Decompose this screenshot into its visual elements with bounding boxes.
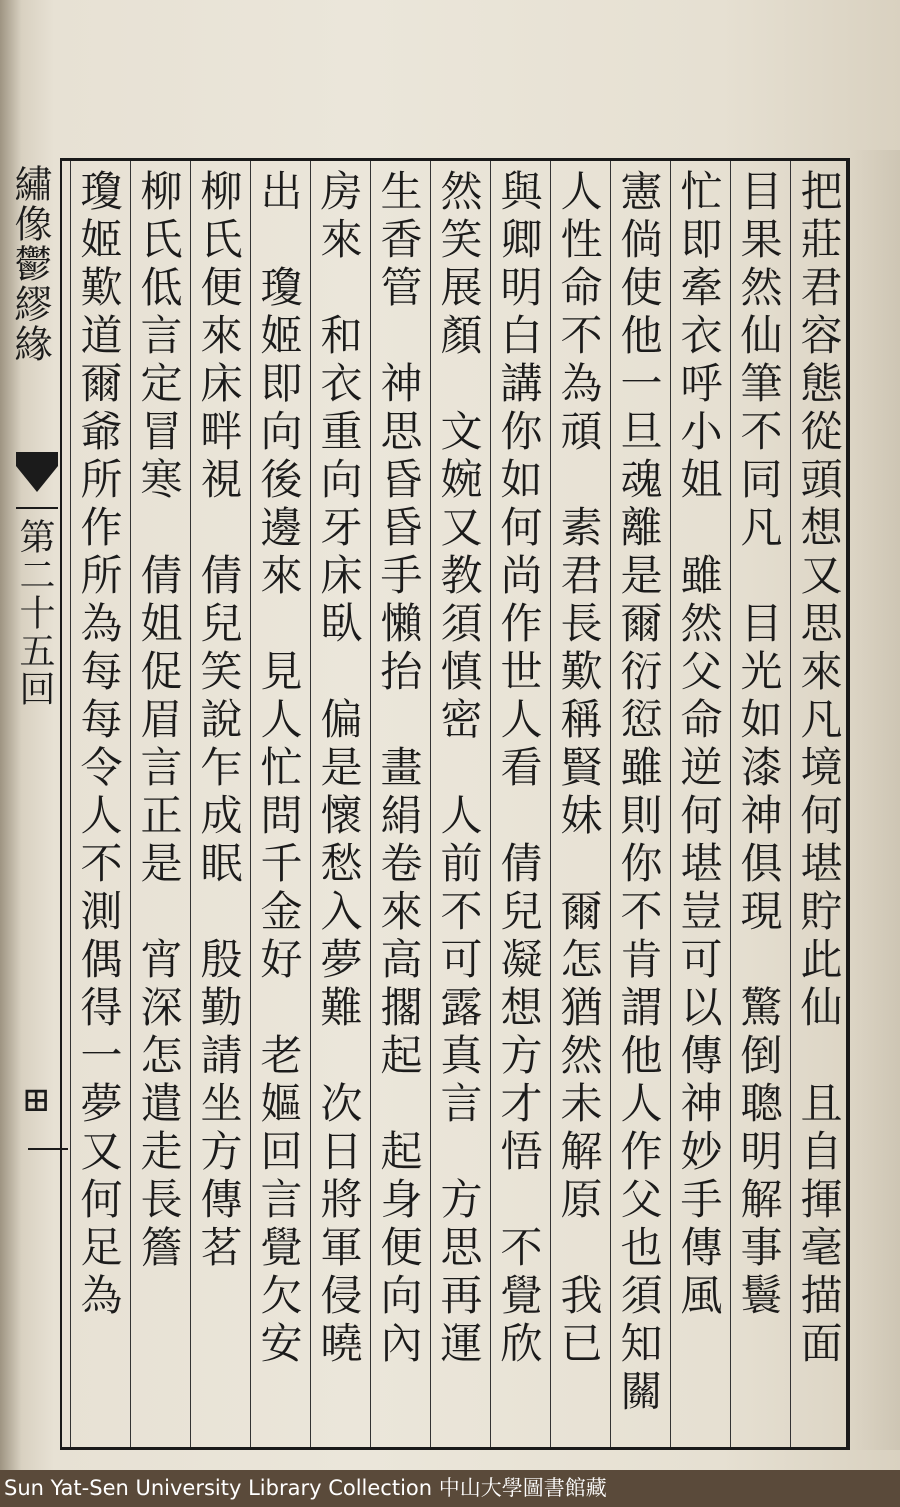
- collection-caption: Sun Yat-Sen University Library Collection 中山大學圖書館藏: [0, 1470, 900, 1507]
- text-column-8: 生香管 神思昏昏手懶抬 畫絹卷來高擱起 起身便向內: [370, 161, 426, 1447]
- text-column-9: 房來 和衣重向牙床臥 偏是懷愁入夢難 次日將軍侵曉: [310, 161, 366, 1447]
- page-marker-glyph: ⊞: [22, 1080, 51, 1120]
- page-margin: [8, 158, 60, 1450]
- text-column-7: 然笑展顏 文婉又教須慎密 人前不可露真言 方思再運: [430, 161, 486, 1447]
- text-column-2: 目果然仙筆不同凡 目光如漆神俱現 驚倒聰明解事鬟: [730, 161, 786, 1447]
- text-column-13: 瓊姬歎道爾爺所作所為每每令人不測偶得一夢又何足為: [70, 161, 126, 1447]
- text-column-3: 忙即牽衣呼小姐 雖然父命逆何堪豈可以傳神妙手傳風: [670, 161, 726, 1447]
- text-column-4: 憲倘使他一旦魂離是爾衍愆雖則你不肯謂他人作父也須知關: [610, 161, 666, 1447]
- page-bleed-shadow: [850, 150, 900, 1450]
- book-title: 繡像鬱繆緣: [8, 164, 52, 364]
- text-frame: [60, 158, 850, 1450]
- text-column-12: 柳氏低言定冒寒 倩姐促眉言正是 宵深怎遣走長簷: [130, 161, 186, 1447]
- chapter-label: 第二十五回: [14, 518, 55, 708]
- text-column-11: 柳氏便來床畔視 倩兒笑說乍成眠 殷勤請坐方傳茗: [190, 161, 246, 1447]
- fishtail-mark-icon: [14, 448, 60, 518]
- text-column-5: 人性命不為頑 素君長歎稱賢妹 爾怎猶然未解原 我已: [550, 161, 606, 1447]
- text-column-6: 與卿明白講你如何尚作世人看 倩兒凝想方才悟 不覺欣: [490, 161, 546, 1447]
- text-column-1: 把莊君容態從頭想又思來凡境何堪貯此仙 且自揮毫描面: [790, 161, 846, 1447]
- text-column-10: 出 瓊姬即向後邊來 見人忙問千金好 老嫗回言覺欠安: [250, 161, 306, 1447]
